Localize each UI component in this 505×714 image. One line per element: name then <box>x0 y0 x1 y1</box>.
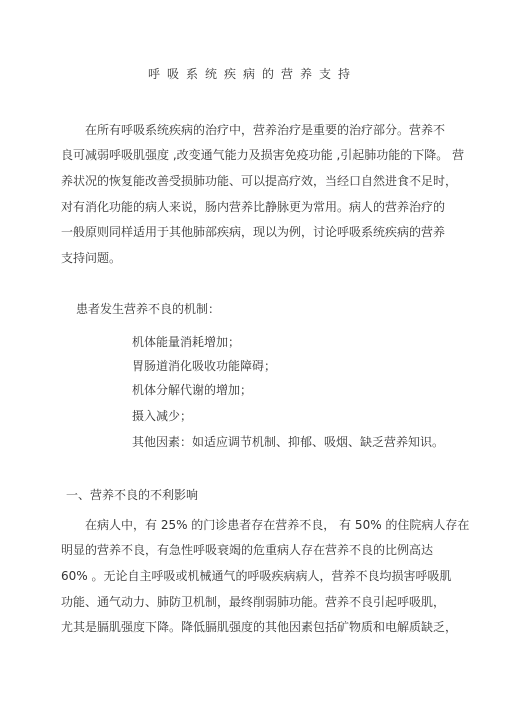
list-item: 机体分解代谢的增加； <box>132 383 253 397</box>
paragraph-line: 良可减弱呼吸肌强度 ,改变通气能力及损害免疫功能 ,引起肺功能的下降。 营 <box>61 148 465 162</box>
paragraph-line: 明显的营养不良，有急性呼吸衰竭的危重病人存在营养不良的比例高达 <box>61 543 434 557</box>
paragraph-line: 尤其是膈肌强度下降。降低膈肌强度的其他因素包括矿物质和电解质缺乏， <box>61 620 458 634</box>
paragraph-line: 一般原则同样适用于其他肺部疾病，现以为例，讨论呼吸系统疾病的营养 <box>61 225 446 239</box>
document-title: 呼吸系统疾病的营养支持 <box>147 67 357 81</box>
list-item: 摄入减少； <box>132 409 193 423</box>
paragraph-line: 支持问题。 <box>61 251 122 265</box>
section-heading: 一、营养不良的不利影响 <box>66 488 199 502</box>
paragraph-line: 在病人中，有 25% 的门诊患者存在营养不良， 有 50% 的住院病人存在 <box>85 518 470 532</box>
list-item: 胃肠道消化吸收功能障碍； <box>132 359 277 373</box>
paragraph-line: 在所有呼吸系统疾病的治疗中，营养治疗是重要的治疗部分。营养不 <box>85 123 446 137</box>
list-item: 其他因素：如适应调节机制、抑郁、吸烟、缺乏营养知识。 <box>132 435 445 449</box>
list-item: 机体能量消耗增加； <box>132 335 241 349</box>
paragraph-line: 功能、通气动力、肺防卫机制，最终削弱肺功能。营养不良引起呼吸肌， <box>61 595 446 609</box>
mechanism-heading: 患者发生营养不良的机制： <box>76 302 221 316</box>
paragraph-line: 60% 。无论自主呼吸或机械通气的呼吸疾病病人，营养不良均损害呼吸肌 <box>61 569 452 583</box>
paragraph-line: 对有消化功能的病人来说，肠内营养比静脉更为常用。病人的营养治疗的 <box>61 200 446 214</box>
paragraph-line: 养状况的恢复能改善受损肺功能、可以提高疗效，当经口自然进食不足时， <box>61 174 458 188</box>
